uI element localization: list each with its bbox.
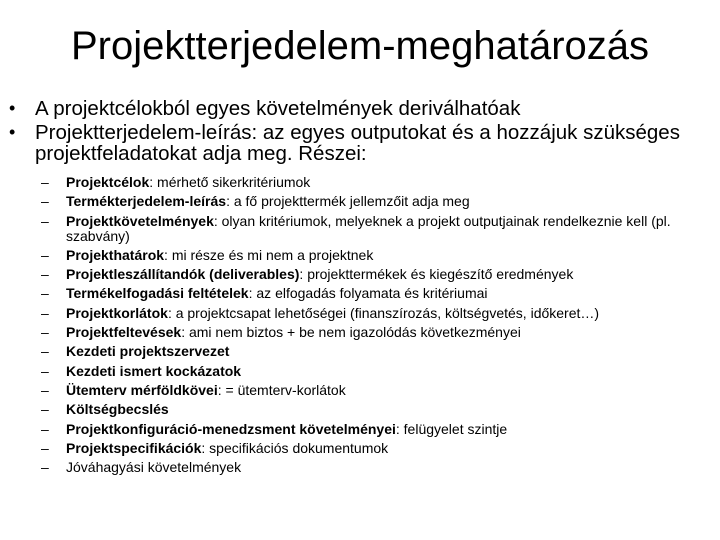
sub-item-heading: Projektspecifikációk — [66, 439, 202, 456]
sub-item-text: : mérhető sikerkritériumok — [149, 174, 311, 190]
sub-item-text: : a projektcsapat lehetőségei (finanszírozás, költségvetés, időkeret…) — [167, 304, 600, 321]
slide-title: Projektterjedelem-meghatározás — [70, 24, 650, 68]
dash-symbol: – — [41, 401, 49, 418]
dash-symbol: – — [41, 343, 49, 360]
sub-item — [0, 364, 720, 379]
dash-symbol: – — [41, 193, 49, 210]
sub-item — [0, 383, 720, 398]
sub-item-heading: Ütemterv mérföldkövei — [66, 381, 218, 398]
dash-symbol: – — [41, 285, 49, 302]
sub-item-heading: Projektkonfiguráció-menedzsment követelményei — [66, 420, 396, 437]
sub-item — [0, 460, 720, 475]
sub-item — [0, 325, 720, 340]
sub-item — [0, 422, 720, 437]
sub-item — [0, 286, 720, 301]
sub-item-text: Jóváhagyási követelmények — [66, 459, 242, 476]
dash-symbol: – — [41, 381, 49, 398]
dash-symbol: – — [41, 174, 49, 190]
bullet-text: A projektcélokból egyes követelmények deriválhatóak — [35, 97, 521, 120]
sub-item-text: : olyan kritériumok, melyeknek a projekt outputjainak rendelkeznie kell (pl. szabvány) — [66, 212, 671, 244]
sub-item-heading: Projektfeltevések — [66, 324, 182, 341]
sub-item-text: : a fő projekttermék jellemzőit adja meg — [226, 193, 470, 210]
sub-item-heading: Projekthatárok — [66, 246, 165, 263]
bullet-list — [0, 98, 720, 167]
dash-symbol: – — [41, 266, 49, 283]
bullet-symbol: • — [9, 122, 16, 142]
dash-symbol: – — [41, 304, 49, 321]
sub-item-list — [0, 175, 720, 479]
bullet-item — [0, 98, 720, 119]
bullet-text: Projektterjedelem-leírás: az egyes outputokat és a hozzájuk szükséges projektfeladatokat adja meg. Részei: — [35, 121, 680, 165]
sub-item-heading: Költségbecslés — [66, 401, 169, 418]
sub-item — [0, 441, 720, 456]
sub-item-text: : projekttermékek és kiegészítő eredmények — [299, 266, 574, 283]
bullet-item — [0, 122, 720, 164]
sub-item-heading: Termékterjedelem-leírás — [66, 193, 227, 210]
sub-item-heading: Termékelfogadási feltételek — [66, 285, 249, 302]
sub-item-heading: Projektkorlátok — [66, 304, 168, 321]
sub-item-text: : = ütemterv-korlátok — [217, 381, 346, 398]
dash-symbol: – — [41, 212, 49, 229]
sub-item-text: : felügyelet szintje — [395, 420, 508, 437]
sub-item — [0, 194, 720, 209]
sub-item — [0, 306, 720, 321]
sub-item — [0, 402, 720, 417]
dash-symbol: – — [41, 459, 49, 476]
sub-item-heading: Projektkövetelmények — [66, 212, 214, 229]
sub-item-text: : az elfogadás folyamata és kritériumai — [248, 285, 488, 302]
sub-item-text: : specifikációs dokumentumok — [201, 439, 389, 456]
sub-item — [0, 344, 720, 359]
sub-item-text: : mi része és mi nem a projektnek — [164, 246, 374, 263]
sub-item-heading: Kezdeti ismert kockázatok — [66, 362, 242, 379]
sub-item — [0, 175, 720, 190]
sub-item-heading: Projektcélok — [66, 174, 150, 190]
sub-item-text: : ami nem biztos + be nem igazolódás következményei — [181, 324, 521, 341]
bullet-symbol: • — [9, 98, 16, 118]
dash-symbol: – — [41, 324, 49, 341]
sub-item — [0, 248, 720, 263]
sub-item-heading: Projektleszállítandók (deliverables) — [66, 266, 300, 283]
dash-symbol: – — [41, 439, 49, 456]
dash-symbol: – — [41, 246, 49, 263]
sub-item — [0, 267, 720, 282]
dash-symbol: – — [41, 362, 49, 379]
dash-symbol: – — [41, 420, 49, 437]
sub-item — [0, 214, 720, 244]
sub-item-heading: Kezdeti projektszervezet — [66, 343, 230, 360]
